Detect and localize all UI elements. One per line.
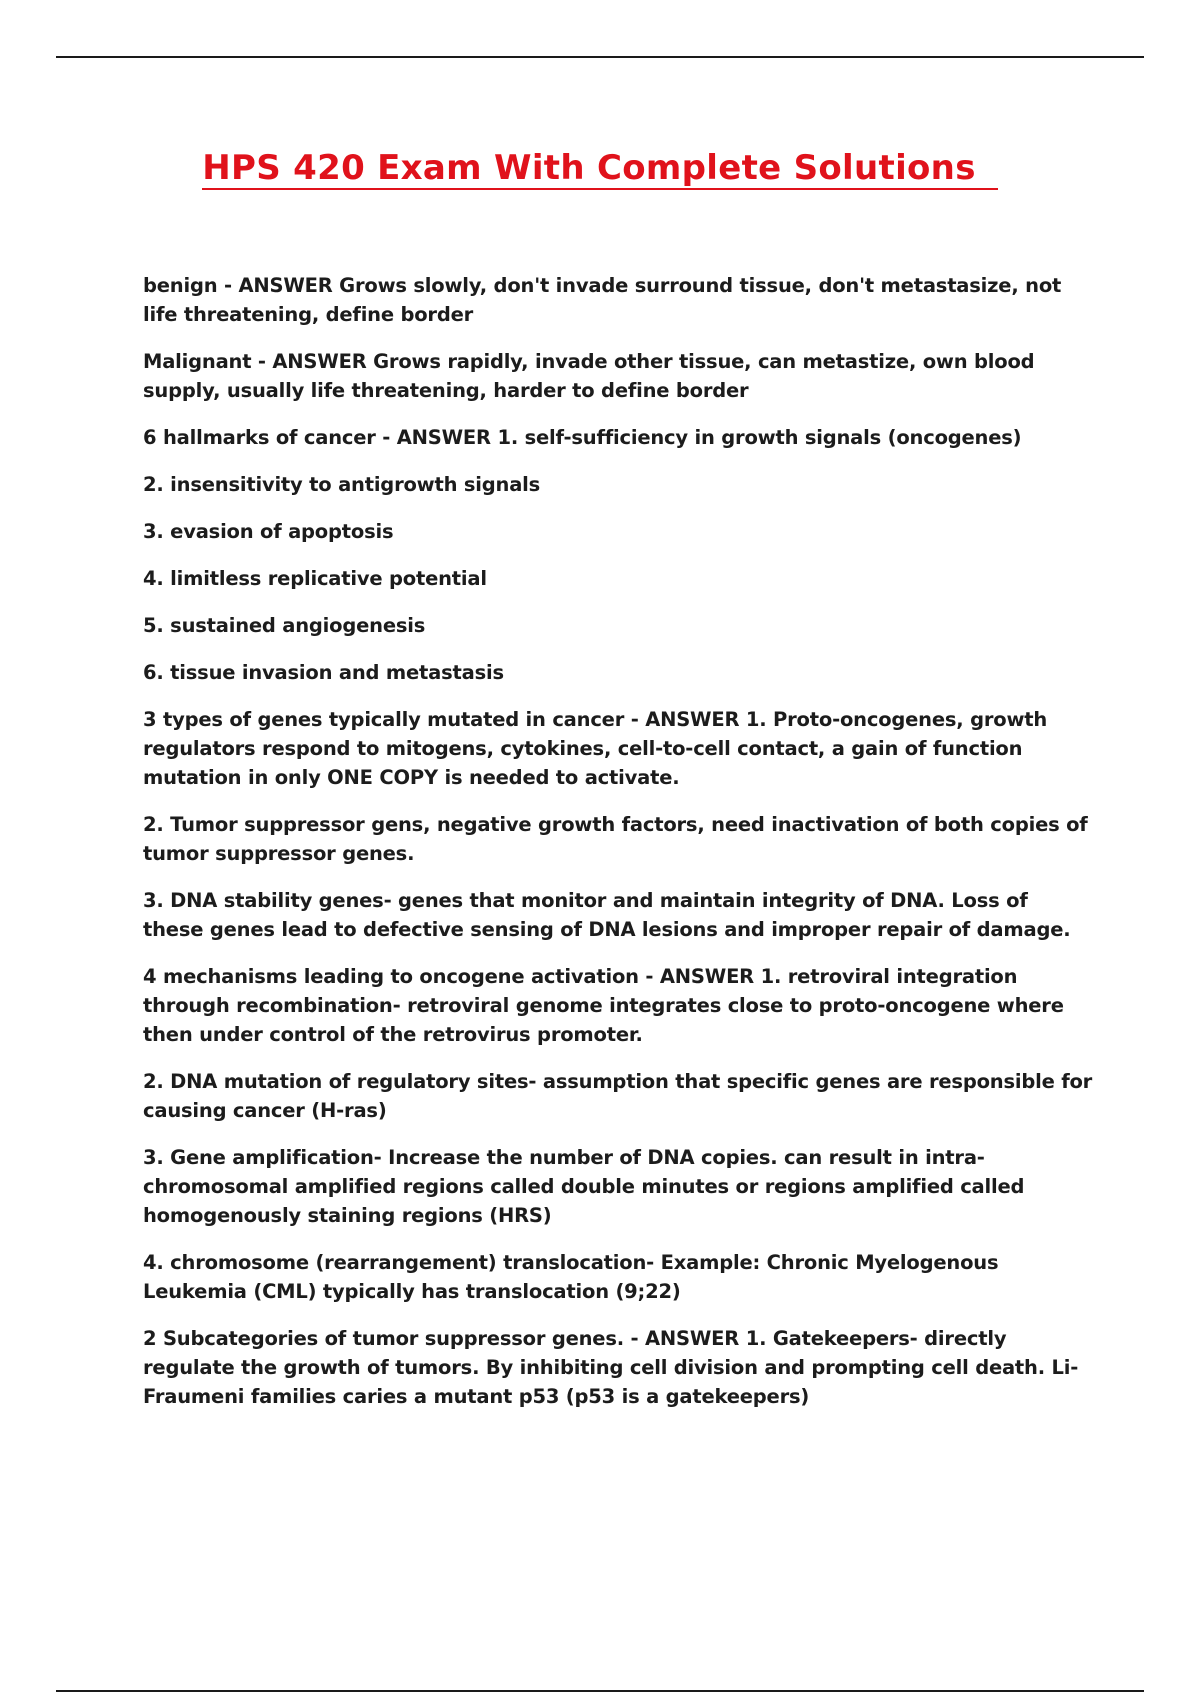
paragraph-hallmark-2: 2. insensitivity to antigrowth signals — [143, 473, 541, 496]
paragraph-oncogene-mechanisms: 4 mechanisms leading to oncogene activation - ANSWER 1. retroviral integration through recombination- retroviral genome integrates close to proto-oncogene where then under control of the retrovirus promoter. — [143, 965, 1064, 1046]
paragraph-mechanism-4: 4. chromosome (rearrangement) translocation- Example: Chronic Myelogenous Leukemia (CML) typically has translocation (9;22) — [143, 1251, 999, 1303]
document-body — [143, 271, 1093, 1429]
paragraph-mechanism-2: 2. DNA mutation of regulatory sites- assumption that specific genes are responsible for causing cancer (H-ras) — [143, 1070, 1093, 1122]
paragraph-suppressor-subcategories: 2 Subcategories of tumor suppressor genes. - ANSWER 1. Gatekeepers- directly regulate the growth of tumors. By inhibiting cell division and prompting cell death. Li-Fraumeni families caries a mutant p53 (p53 is a gatekeepers) — [143, 1327, 1079, 1408]
paragraph-mechanism-3: 3. Gene amplification- Increase the number of DNA copies. can result in intra-chromosomal amplified regions called double minutes or regions amplified called homogenously staining regions (HRS) — [143, 1146, 1025, 1227]
footer-rule — [56, 1690, 1144, 1692]
paragraph-hallmark-3: 3. evasion of apoptosis — [143, 520, 394, 543]
paragraph-hallmark-6: 6. tissue invasion and metastasis — [143, 661, 504, 684]
paragraph-hallmarks: 6 hallmarks of cancer - ANSWER 1. self-sufficiency in growth signals (oncogenes) — [143, 426, 1022, 449]
paragraph-gene-type-3: 3. DNA stability genes- genes that monitor and maintain integrity of DNA. Loss of these genes lead to defective sensing of DNA lesions and improper repair of damage. — [143, 889, 1071, 941]
paragraph-malignant: Malignant - ANSWER Grows rapidly, invade other tissue, can metastize, own blood supply, usually life threatening, harder to define border — [143, 350, 1035, 402]
paragraph-benign: benign - ANSWER Grows slowly, don't invade surround tissue, don't metastasize, not life threatening, define border — [143, 274, 1062, 326]
header-rule — [56, 56, 1144, 58]
paragraph-hallmark-5: 5. sustained angiogenesis — [143, 614, 426, 637]
paragraph-gene-type-2: 2. Tumor suppressor gens, negative growth factors, need inactivation of both copies of tumor suppressor genes. — [143, 813, 1088, 865]
page-title-text: HPS 420 Exam With Complete Solutions — [202, 148, 997, 190]
page-title — [0, 148, 1200, 190]
paragraph-hallmark-4: 4. limitless replicative potential — [143, 567, 487, 590]
paragraph-gene-types: 3 types of genes typically mutated in cancer - ANSWER 1. Proto-oncogenes, growth regulators respond to mitogens, cytokines, cell-to-cell contact, a gain of function mutation in only ONE COPY is needed to activate. — [143, 708, 1048, 789]
